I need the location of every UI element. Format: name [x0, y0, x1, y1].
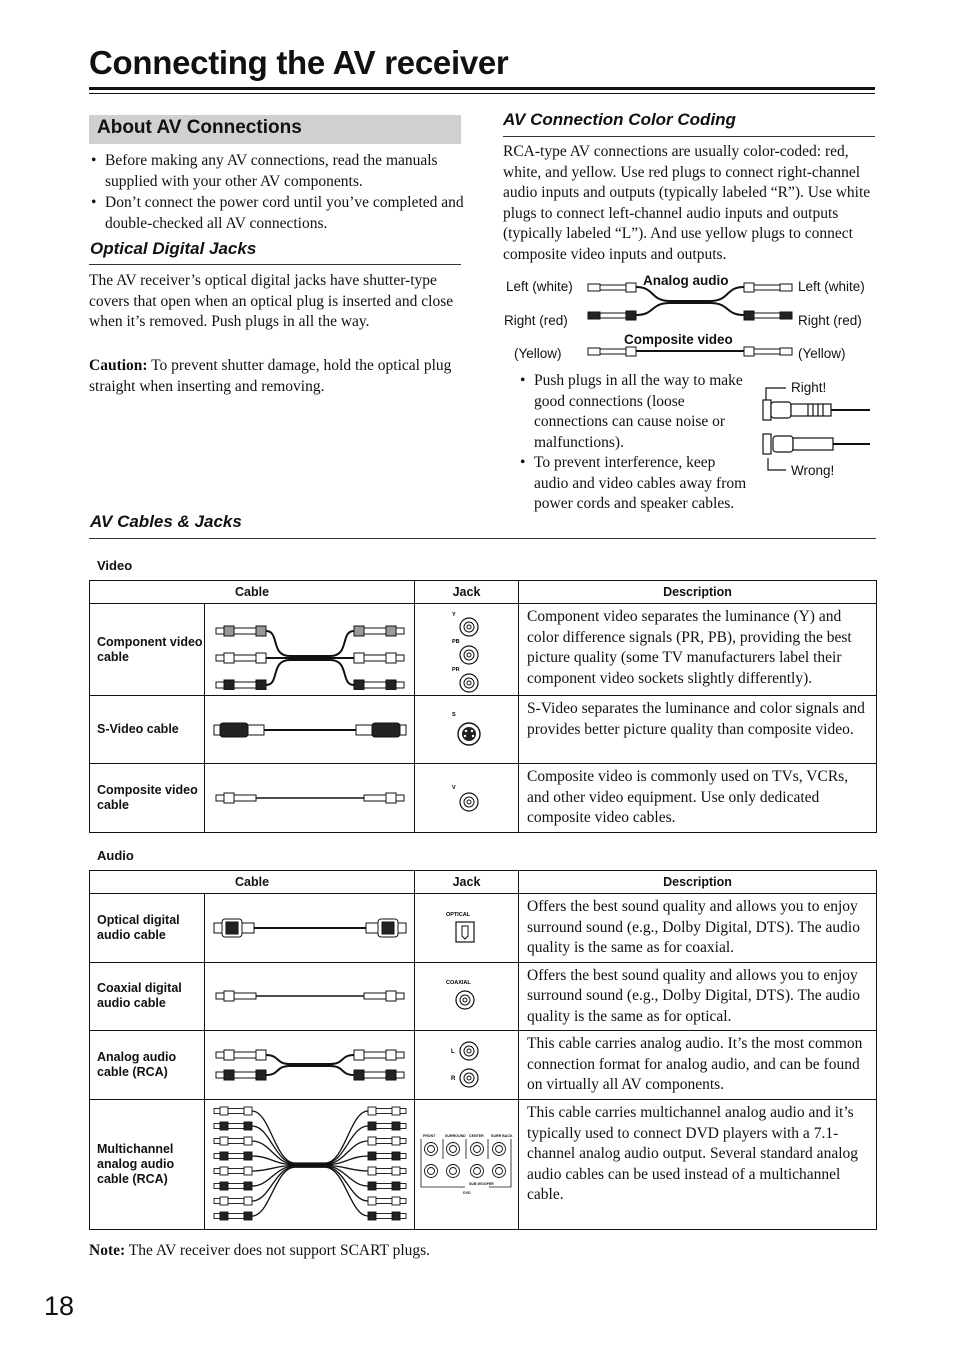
jack-label-surround: SURROUND [444, 1133, 466, 1138]
right-label: Right! [791, 380, 827, 395]
left-white-label-r: Left (white) [798, 279, 865, 294]
note [89, 1241, 430, 1262]
row-description: Composite video is commonly used on TVs, VCRs, and other video equipment. Use only dedicated composite video cables. [519, 764, 877, 833]
caution-text: To prevent shutter damage, hold the optical plug straight when inserting and removing. [89, 357, 452, 395]
page-number: 18 [44, 1291, 75, 1321]
table-row [90, 1031, 877, 1100]
right-red-label-l: Right (red) [504, 313, 568, 328]
optical-jack-illustration [415, 894, 519, 963]
coaxial-jack-illustration [415, 962, 519, 1031]
left-white-label-l: Left (white) [506, 279, 573, 294]
jack-label-center: CENTER [468, 1133, 484, 1138]
component-jack-illustration [415, 604, 519, 696]
cables-heading: AV Cables & Jacks [90, 512, 242, 531]
analog-audio-label: Analog audio [643, 273, 729, 288]
cable-name: Analog audio cable (RCA) [90, 1031, 205, 1100]
coaxial-cable-illustration [205, 962, 415, 1031]
jack-label-y: Y [451, 611, 456, 618]
video-table-header [90, 581, 877, 604]
about-heading-bar [89, 115, 461, 144]
jack-label-pr: PR [451, 666, 460, 673]
color-coding-bullets [518, 371, 750, 515]
row-description: This cable carries analog audio. It’s the most common connection format for analog audio, and can be found on virtually all AV components. [519, 1031, 877, 1100]
table-row [90, 696, 877, 764]
right-red-label-r: Right (red) [798, 313, 862, 328]
col-cable: Cable [90, 581, 415, 604]
audio-table-label: Audio [97, 848, 134, 863]
video-table-label: Video [97, 558, 133, 573]
jack-label-subwoofer: SUB WOOFER [468, 1181, 494, 1186]
cable-name: Composite video cable [90, 764, 205, 833]
optical-rule [89, 264, 461, 265]
col-jack: Jack [415, 581, 519, 604]
table-row [90, 604, 877, 696]
row-description: This cable carries multichannel analog audio and it’s typically used to connect DVD players with a 7.1-channel analog audio output. Several standard analog audio cables can be used instead of a multichannel cable. [519, 1100, 877, 1230]
title-rule [89, 87, 875, 90]
jack-label-v: V [451, 784, 456, 791]
jack-label-front: FRONT [422, 1133, 435, 1138]
video-table [89, 580, 877, 833]
yellow-label-l: (Yellow) [514, 346, 562, 361]
svideo-jack-illustration [415, 696, 519, 764]
jack-label-coaxial: COAXIAL [445, 980, 471, 987]
col-jack: Jack [415, 871, 519, 894]
jack-label-l: L [450, 1049, 455, 1055]
note-text: The AV receiver does not support SCART plugs. [125, 1242, 431, 1259]
yellow-label-r: (Yellow) [798, 346, 846, 361]
color-coding-paragraph: RCA-type AV connections are usually color-coded: red, white, and yellow. Use red plugs to connect right-channel audio inputs and outputs (typically labeled “R”). Use white plugs to connect left-channel audio inputs and outputs (typically labeled “L”). And use yellow plugs to connect composite video inputs and outputs. [503, 143, 871, 263]
page-title: Connecting the AV receiver [89, 44, 509, 81]
optical-heading: Optical Digital Jacks [90, 239, 257, 258]
jack-label-dvd: DVD [462, 1190, 471, 1195]
note-label: Note: [89, 1242, 126, 1259]
col-description: Description [519, 581, 877, 604]
component-cable-illustration [205, 604, 415, 696]
cc-bullet-2: • To prevent interference, keep audio and video cables away from power cords and speaker cables. [534, 453, 750, 515]
cables-rule [89, 538, 876, 539]
cable-name: Coaxial digital audio cable [90, 962, 205, 1031]
about-heading: About AV Connections [97, 117, 302, 138]
color-coding-rule [503, 136, 875, 137]
table-row [90, 1100, 877, 1230]
optical-cable-illustration [205, 894, 415, 963]
composite-video-label: Composite video [624, 332, 733, 347]
composite-cable-illustration [205, 764, 415, 833]
analog-cable-illustration [205, 1031, 415, 1100]
col-description: Description [519, 871, 877, 894]
analog-jack-illustration [415, 1031, 519, 1100]
cable-name: Component video cable [90, 604, 205, 696]
multichannel-jack-illustration [415, 1100, 519, 1230]
jack-label-optical: OPTICAL [445, 911, 470, 918]
jack-label-surrback: SURR BACK [490, 1133, 513, 1138]
optical-paragraph: The AV receiver’s optical digital jacks have shutter-type covers that open when an optical plug is inserted and close when it’s removed. Push plugs in all the way. [89, 272, 454, 330]
plug-insertion-diagram [758, 378, 876, 482]
color-coding-diagram [500, 270, 880, 370]
jack-label-s: S [451, 711, 456, 718]
about-bullets [89, 151, 464, 234]
cable-name: S-Video cable [90, 696, 205, 764]
table-row [90, 764, 877, 833]
cable-name: Multichannel analog audio cable (RCA) [90, 1100, 205, 1230]
multichannel-cable-illustration [205, 1100, 415, 1230]
jack-label-r: R [450, 1076, 455, 1082]
table-row [90, 894, 877, 963]
cc-bullet-1: • Push plugs in all the way to make good connections (loose connections can cause noise or malfunctions). [534, 371, 750, 453]
title-rule-thin [89, 93, 875, 94]
svideo-cable-illustration [205, 696, 415, 764]
color-coding-heading: AV Connection Color Coding [503, 110, 736, 129]
row-description: Offers the best sound quality and allows you to enjoy surround sound (e.g., Dolby Digital, DTS). The audio quality is the same as for coaxial. [519, 894, 877, 963]
composite-jack-illustration [415, 764, 519, 833]
row-description: Component video separates the luminance (Y) and color difference signals (PR, PB), providing the best picture quality (some TV manufacturers label their component video sockets slightly differently). [519, 604, 877, 696]
cable-name: Optical digital audio cable [90, 894, 205, 963]
caution-label: Caution: [89, 357, 148, 374]
row-description: S-Video separates the luminance and color signals and provides better picture quality than composite video. [519, 696, 877, 764]
wrong-label: Wrong! [791, 463, 835, 478]
about-bullet-1: • Before making any AV connections, read the manuals supplied with your other AV components. [105, 151, 464, 192]
about-bullet-2: • Don’t connect the power cord until you’ve completed and double-checked all AV connections. [105, 193, 464, 234]
col-cable: Cable [90, 871, 415, 894]
audio-table [89, 870, 877, 1230]
row-description: Offers the best sound quality and allows you to enjoy surround sound (e.g., Dolby Digital, DTS). The audio quality is the same as for optical. [519, 962, 877, 1031]
table-row [90, 962, 877, 1031]
optical-caution [89, 356, 464, 397]
audio-table-header [90, 871, 877, 894]
jack-label-pb: PB [451, 638, 460, 645]
